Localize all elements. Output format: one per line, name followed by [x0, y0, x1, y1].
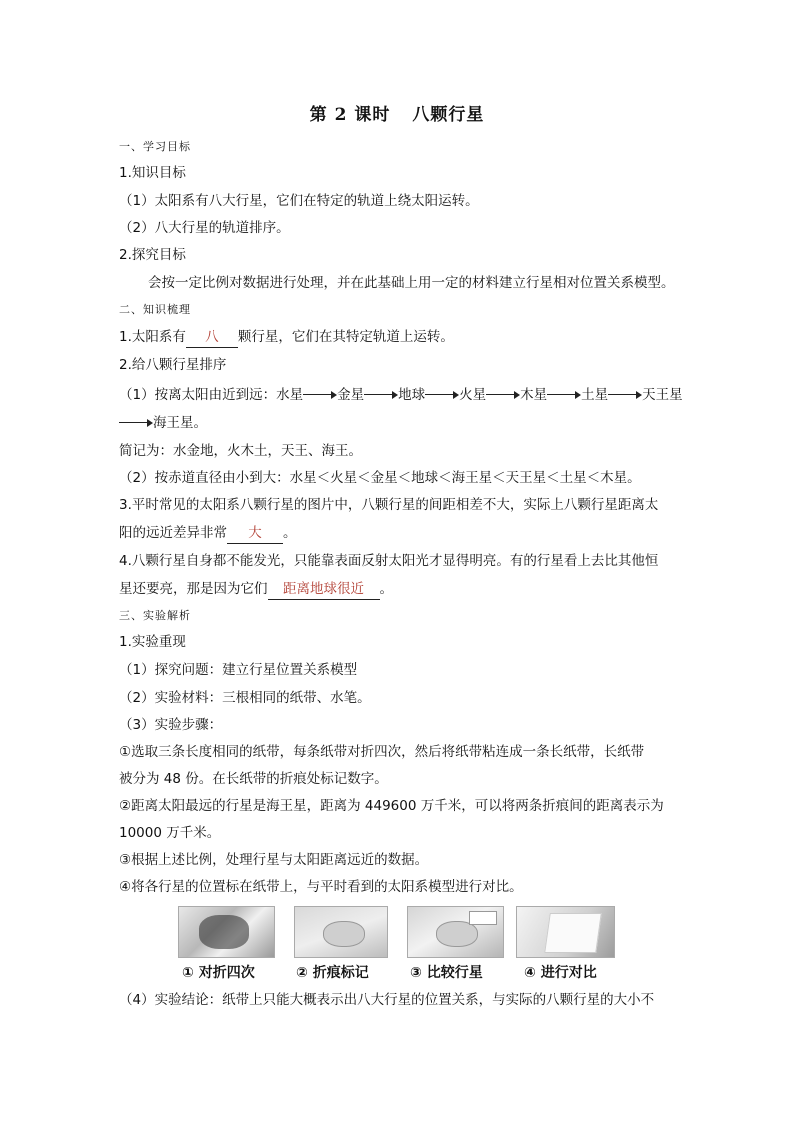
experiment-steps-heading: （3）实验步骤： [119, 717, 223, 733]
answer-blank-1: 八 [186, 327, 238, 348]
photo-fold-paper [178, 906, 275, 958]
caption-4: ④ 进行对比 [524, 965, 597, 981]
planet-name: 金星 [337, 387, 365, 403]
knowledge-goal-heading: 1.知识目标 [119, 165, 186, 181]
planet-name: 火星 [459, 387, 487, 403]
arrow-icon [547, 390, 581, 400]
photo-captions [178, 962, 618, 984]
planet-name: 土星 [581, 387, 609, 403]
experiment-materials: （2）实验材料：三根相同的纸带、水笔。 [119, 690, 371, 706]
knowledge-goal-item-2: （2）八大行星的轨道排序。 [119, 220, 290, 236]
experiment-conclusion: （4）实验结论：纸带上只能大概表示出八大行星的位置关系，与实际的八颗行星的大小不 [119, 992, 655, 1008]
title-topic: 八颗行星 [412, 105, 485, 125]
arrow-icon [303, 390, 337, 400]
caption-1: ① 对折四次 [182, 965, 255, 981]
planet-name: 水星 [276, 387, 304, 403]
answer-blank-4: 距离地球很近 [268, 579, 380, 600]
caption-2: ② 折痕标记 [296, 965, 369, 981]
step-4: ④将各行星的位置标在纸带上，与平时看到的太阳系模型进行对比。 [119, 879, 523, 895]
arrow-icon [425, 390, 459, 400]
step-2-line-1: ②距离太阳最远的行星是海王星，距离为 449600 万千米，可以将两条折痕间的距离表示为 [119, 798, 664, 814]
question-4-line-2: 星还要亮，那是因为它们 距离地球很近 。 [119, 579, 684, 600]
section-heading-goals: 一、学习目标 [119, 140, 191, 153]
planet-order-line-2: 海王星。 [119, 413, 684, 433]
step-2-line-2: 10000 万千米。 [119, 825, 221, 841]
diameter-order: （2）按赤道直径由小到大：水星＜火星＜金星＜地球＜海王星＜天王星＜土星＜木星。 [119, 470, 641, 486]
arrow-icon [364, 390, 398, 400]
arrow-icon [119, 418, 153, 428]
planet-name: 天王星 [642, 387, 683, 403]
inquiry-goal-text: 会按一定比例对数据进行处理，并在此基础上用一定的材料建立行星相对位置关系模型。 [148, 275, 675, 291]
question-4-line-1: 4.八颗行星自身都不能发光，只能靠表面反射太阳光才显得明亮。有的行星看上去比其他恒 [119, 553, 659, 569]
answer-blank-3: 大 [227, 523, 283, 544]
arrow-icon [486, 390, 520, 400]
photo-mark-creases [294, 906, 388, 958]
step-1-line-2: 被分为 48 份。在长纸带的折痕处标记数字。 [119, 771, 388, 787]
section-heading-review: 二、知识梳理 [119, 303, 191, 316]
planet-name: 海王星 [153, 415, 194, 431]
planet-name: 木星 [520, 387, 548, 403]
arrow-icon [608, 390, 642, 400]
section-heading-experiment: 三、实验解析 [119, 609, 191, 622]
experiment-problem: （1）探究问题：建立行星位置关系模型 [119, 662, 358, 678]
page-title [0, 100, 794, 125]
question-1: 1.太阳系有 八 颗行星，它们在其特定轨道上运转。 [119, 327, 684, 348]
experiment-heading: 1.实验重现 [119, 634, 186, 650]
question-3-line-1: 3.平时常见的太阳系八颗行星的图片中，八颗行星的间距相差不大，实际上八颗行星距离太 [119, 497, 659, 513]
photo-compare-planets [407, 906, 504, 958]
experiment-photos [178, 906, 616, 958]
inquiry-goal-heading: 2.探究目标 [119, 247, 186, 263]
title-lesson: 第 2 课时 [309, 105, 391, 125]
planet-name: 地球 [398, 387, 426, 403]
planet-order-line: （1）按离太阳由近到远：水星 金星 地球 火星 木星 土星 天王星 [119, 387, 683, 403]
photo-compare-model [516, 906, 615, 958]
order-mnemonic: 简记为：水金地，火木土，天王、海王。 [119, 443, 362, 459]
question-3-line-2: 阳的远近差异非常 大 。 [119, 523, 684, 544]
knowledge-goal-item-1: （1）太阳系有八大行星，它们在特定的轨道上绕太阳运转。 [119, 193, 479, 209]
caption-3: ③ 比较行星 [410, 965, 483, 981]
step-3: ③根据上述比例，处理行星与太阳距离远近的数据。 [119, 852, 429, 868]
step-1-line-1: ①选取三条长度相同的纸带，每条纸带对折四次，然后将纸带粘连成一条长纸带，长纸带 [119, 744, 645, 760]
question-2-heading: 2.给八颗行星排序 [119, 357, 227, 373]
